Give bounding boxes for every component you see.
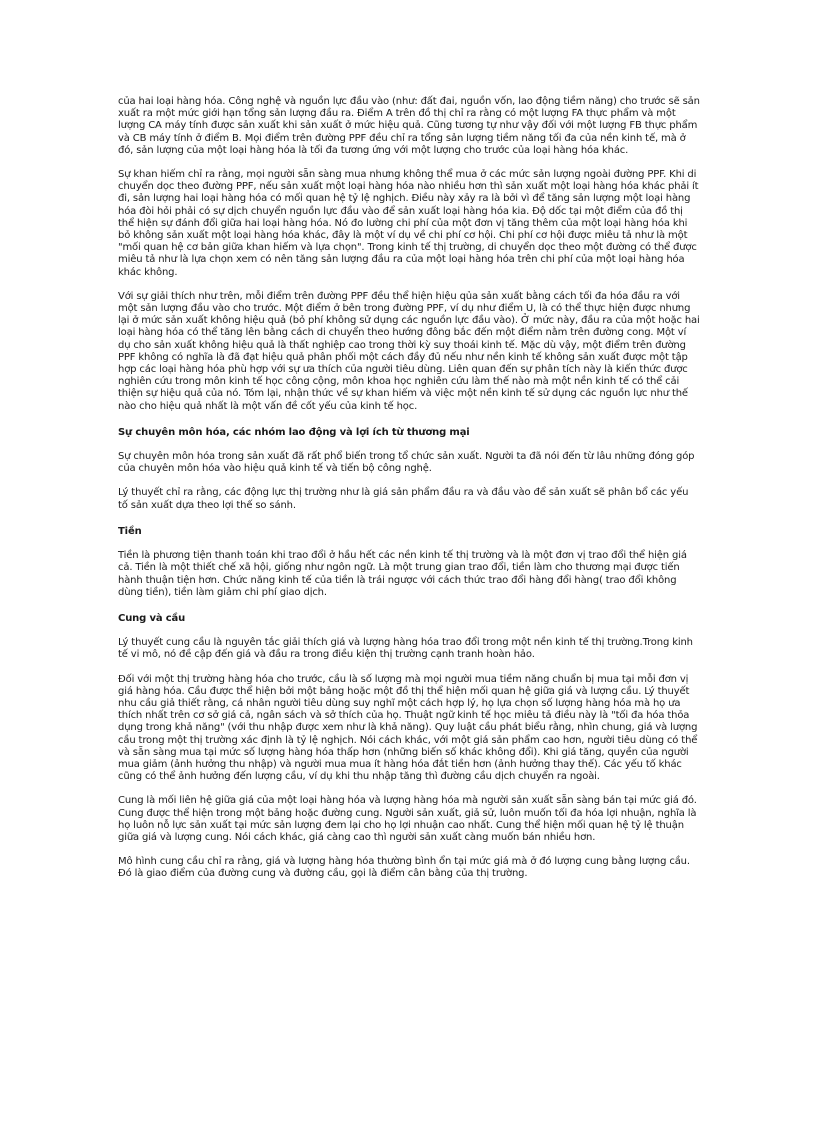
paragraph: Sự chuyên môn hóa trong sản xuất đã rất phổ biến trong tổ chức sản xuất. Người ta đã nói đến từ lâu những đóng góp của chuyên môn hóa vào hiệu quả kinh tế và tiến bộ công nghệ. [118, 451, 695, 475]
section-heading: Cung và cầu [118, 612, 186, 624]
paragraph: Cung là mối liên hệ giữa giá của một loại hàng hóa và lượng hàng hóa mà người sản xuất sẵn sàng bán tại mức giá đó. Cung được thể hiện trong một bảng hoặc đường cung. Người sản xuất, giả sử, luôn muốn tối đa hóa lợi nhuận, nghĩa là họ luôn nỗ lực sản xuất tại mức sản lượng đem lại cho họ lợi nhuận cao nhất. Cung thể hiện mối quan hệ tỷ lệ thuận giữa giá và lượng cung. Nói cách khác, giá càng cao thì người sản xuất càng muốn bán nhiều hơn. [118, 795, 697, 843]
section-heading: Sự chuyên môn hóa, các nhóm lao động và lợi ích từ thương mại [118, 426, 470, 438]
section-heading: Tiền [118, 525, 142, 537]
paragraph: Lý thuyết chỉ ra rằng, các động lực thị trường như là giá sản phẩm đầu ra và đầu vào để sản xuất sẽ phân bổ các yếu tố sản xuất dựa theo lợi thế so sánh. [118, 487, 689, 511]
paragraph: Với sự giải thích như trên, mỗi điểm trên đường PPF đều thể hiện hiệu qủa sản xuất bằng cách tối đa hóa đầu ra với một sản lượng đầu vào cho trước. Một điểm ở bên trong đường PPF, ví dụ như điểm U, là có thể thực hiện được nhưng lại ở mức sản xuất không hiệu quả (bỏ phí không sử dụng các nguồn lực đầu vào). Ở mức này, đầu ra của một hoặc hai loại hàng hóa có thể tăng lên bằng cách di chuyển theo hướng đông bắc đến một điểm nằm trên đường cong. Một ví dụ cho sản xuất không hiệu quả là thất nghiệp cao trong thời kỳ suy thoái kinh tế. Mặc dù vậy, một điểm trên đường PPF không có nghĩa là đã đạt hiệu quả phân phối một cách đầy đủ nếu như nền kinh tế không sản xuất được một tập hợp các loại hàng hóa phù hợp với sự ưa thích của người tiêu dùng. Liên quan đến sự phân tích này là kiến thức được nghiên cứu trong môn kinh tế học công cộng, môn khoa học nghiên cứu làm thế nào mà một nền kinh tế có thể cải thiện sự hiệu quả của nó. Tóm lại, nhận thức về sự khan hiếm và việc một nền kinh tế sử dụng các nguồn lực như thế nào cho hiệu quả nhất là một vấn đề cốt yếu của kinh tế học. [118, 290, 700, 412]
paragraph: Mô hình cung cầu chỉ ra rằng, giá và lượng hàng hóa thường bình ổn tại mức giá mà ở đó lượng cung bằng lượng cầu. Đó là giao điểm của đường cung và đường cầu, gọi là điểm cân bằng của thị trường. [118, 856, 690, 880]
paragraph: Tiền là phương tiện thanh toán khi trao đổi ở hầu hết các nền kinh tế thị trường và là một đơn vị trao đổi thể hiện giá cả. Tiền là một thiết chế xã hội, giống như ngôn ngữ. Là một trung gian trao đổi, tiền làm cho thương mại được tiến hành thuận tiện hơn. Chức năng kinh tế của tiền là trái ngược với cách thức trao đổi hàng đổi hàng( trao đổi không dùng tiền), tiền làm giảm chi phí giao dịch. [118, 550, 687, 598]
document-page [118, 96, 700, 893]
paragraph: Đối với một thị trường hàng hóa cho trước, cầu là số lượng mà mọi người mua tiềm năng chuẩn bị mua tại mỗi đơn vị giá hàng hóa. Cầu được thể hiện bởi một bảng hoặc một đồ thị thể hiện mối quan hệ giữa giá và lượng cầu. Lý thuyết nhu cầu giả thiết rằng, cá nhân người tiêu dùng suy nghĩ một cách hợp lý, họ lựa chọn số lượng hàng hóa mà họ ưa thích nhất trên cơ sở giá cả, ngân sách và sở thích của họ. Thuật ngữ kinh tế học miêu tả điều này là "tối đa hóa thỏa dụng trong khả năng" (với thu nhập được xem như là khả năng). Quy luật cầu phát biểu rằng, nhìn chung, giá và lượng cầu trong một thị trường xác định là tỷ lệ nghịch. Nói cách khác, với một giá sản phẩm cao hơn, người tiêu dùng có thể và sẵn sàng mua tại mức số lượng hàng hóa thấp hơn (những biến số khác không đổi). Khi giá tăng, quyền của người mua giảm (ảnh hưởng thu nhập) và người mua mua ít hàng hóa đắt tiền hơn (ảnh hưởng thay thế). Các yếu tố khác cũng có thể ảnh hưởng đến lượng cầu, ví dụ khi thu nhập tăng thì đường cầu dịch chuyển ra ngoài. [118, 673, 698, 783]
paragraph: Sự khan hiếm chỉ ra rằng, mọi người sẵn sàng mua nhưng không thể mua ở các mức sản lượng ngoài đường PPF. Khi di chuyển dọc theo đường PPF, nếu sản xuất một loại hàng hóa nào nhiều hơn thì sản xuất một loại hàng hóa khác phải ít đi, sản lượng hai loại hàng hóa có mối quan hệ tỷ lệ nghịch. Điều này xảy ra là bởi vì để tăng sản lượng một loại hàng hóa đòi hỏi phải có sự dịch chuyển nguồn lực đầu vào để sản xuất loại hàng hóa kia. Độ dốc tại một điểm của đồ thị thể hiện sự đánh đổi giữa hai loại hàng hóa. Nó đo lường chi phí của một đơn vị tăng thêm của một loại hàng hóa khi bỏ không sản xuất một loại hàng hóa khác, đây là một ví dụ về chi phí cơ hội. Chi phí cơ hội được miêu tả như là một "mối quan hệ cơ bản giữa khan hiếm và lựa chọn". Trong kinh tế thị trường, di chuyển dọc theo một đường có thể được miêu tả như là lựa chọn xem có nên tăng sản lượng đầu ra của một loại hàng hóa trên chi phí của một loại hàng hóa khác không. [118, 169, 699, 278]
paragraph: Lý thuyết cung cầu là nguyên tắc giải thích giá và lượng hàng hóa trao đổi trong một nền kinh tế thị trường.Trong kinh tế vi mô, nó đề cập đến giá và đầu ra trong điều kiện thị trường cạnh tranh hoàn hảo. [118, 637, 693, 661]
paragraph: của hai loại hàng hóa. Công nghệ và nguồn lực đầu vào (như: đất đai, nguồn vốn, lao động tiềm năng) cho trước sẽ sản xuất ra một mức giới hạn tổng sản lượng đầu ra. Điểm A trên đồ thị chỉ ra rằng có một lượng FA thực phẩm và một lượng CA máy tính được sản xuất khi sản xuất ở mức hiệu quả. Cũng tương tự như vậy đối với một lượng FB thực phẩm và CB máy tính ở điểm B. Mọi điểm trên đường PPF đều chỉ ra tổng sản lượng tiềm năng tối đa của nền kinh tế, mà ở đó, sản lượng của một loại hàng hóa là tối đa tương ứng với một lượng cho trước của loại hàng hóa khác. [118, 96, 700, 156]
